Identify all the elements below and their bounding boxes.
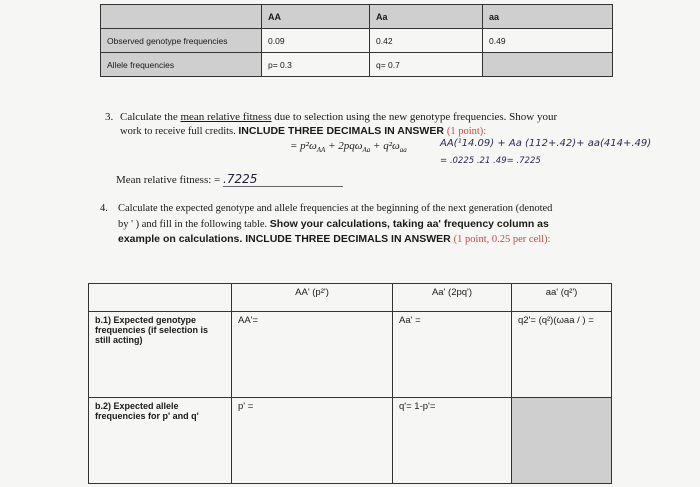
q3-formula-text: = p²ω (290, 140, 317, 152)
q3-answer-label: Mean relative fitness: = (116, 174, 224, 186)
q4-line2a: by ' ) and fill in the following table. (118, 219, 270, 230)
table-corner-cell (101, 5, 262, 29)
cell-aa-prime-input[interactable]: q2'= (q²)(ωaa / ) = (512, 312, 612, 398)
q4-line3 (118, 233, 550, 245)
cell-value: 0.42 (370, 29, 483, 53)
cell-q-prime-input[interactable]: q'= 1-p'= (393, 398, 512, 484)
table-row (89, 312, 612, 398)
q3-formula: = $p^2\omega_{AA} + 2pq\omega_{Aa} + q^2\omega_{aa}$ (290, 140, 407, 155)
q3-handwritten-work: AA(¹14.09) + Aa (112+.42)+ aa(414+.49) (440, 138, 652, 149)
row-label: Allele frequencies (101, 53, 262, 77)
cell-value: 0.49 (483, 29, 613, 53)
q4-line2b: Show your calculations, taking aa' frequency column as (269, 218, 549, 230)
cell-value (483, 53, 613, 77)
q3-text-link: mean relative fitness (180, 111, 272, 123)
cell-value: p= 0.3 (262, 53, 370, 77)
q3-answer-value: .7225 (223, 172, 343, 187)
cell-shaded (512, 398, 612, 484)
q3-line2-text: work to receive full credits. (120, 126, 239, 137)
q3-line2 (120, 125, 486, 137)
q3-line2-bold: INCLUDE THREE DECIMALS IN ANSWER (238, 125, 444, 137)
cell-value: q= 0.7 (370, 53, 483, 77)
q3-handwritten-result: = .0225 .21 .49= .7225 (440, 156, 541, 166)
row-label: b.1) Expected genotype frequencies (if selection is still acting) (89, 312, 232, 398)
header-aa-prime: aa' (q²') (512, 284, 612, 312)
next-generation-table (88, 283, 612, 484)
q3-text-a: Calculate the (120, 111, 181, 123)
header-aa: aa (483, 5, 613, 29)
table-header-row (101, 5, 613, 29)
table-row (89, 398, 612, 484)
genotype-frequency-table (100, 4, 613, 77)
cell-Aa-prime-input[interactable]: Aa' = (393, 312, 512, 398)
q4-number: 4. (100, 203, 108, 214)
q4-line1: Calculate the expected genotype and allele frequencies at the beginning of the next generation (denoted (118, 203, 553, 214)
table-header-row (89, 284, 612, 312)
cell-AA-prime-input[interactable]: AA'= (232, 312, 393, 398)
q3-points: (1 point): (446, 126, 487, 137)
q3-text-b: due to selection using the new genotype frequencies. Show your (271, 111, 558, 123)
q3-number: 3. (105, 111, 114, 123)
table-row (101, 53, 613, 77)
header-Aa-prime: Aa' (2pq') (393, 284, 512, 312)
q3-answer-line (116, 172, 343, 187)
q4-line3-bold: example on calculations. INCLUDE THREE DECIMALS IN ANSWER (118, 233, 451, 245)
q4-line2 (118, 218, 549, 230)
header-AA: AA (262, 5, 370, 29)
cell-p-prime-input[interactable]: p' = (232, 398, 393, 484)
row-label: b.2) Expected allele frequencies for p' and q' (89, 398, 232, 484)
row-label: Observed genotype frequencies (101, 29, 262, 53)
q3-line1 (120, 111, 557, 123)
header-Aa: Aa (370, 5, 483, 29)
q4-points: (1 point, 0.25 per cell): (453, 234, 551, 245)
table-row (101, 29, 613, 53)
cell-value: 0.09 (262, 29, 370, 53)
header-AA-prime: AA' (p²') (232, 284, 393, 312)
table-corner-cell (89, 284, 232, 312)
